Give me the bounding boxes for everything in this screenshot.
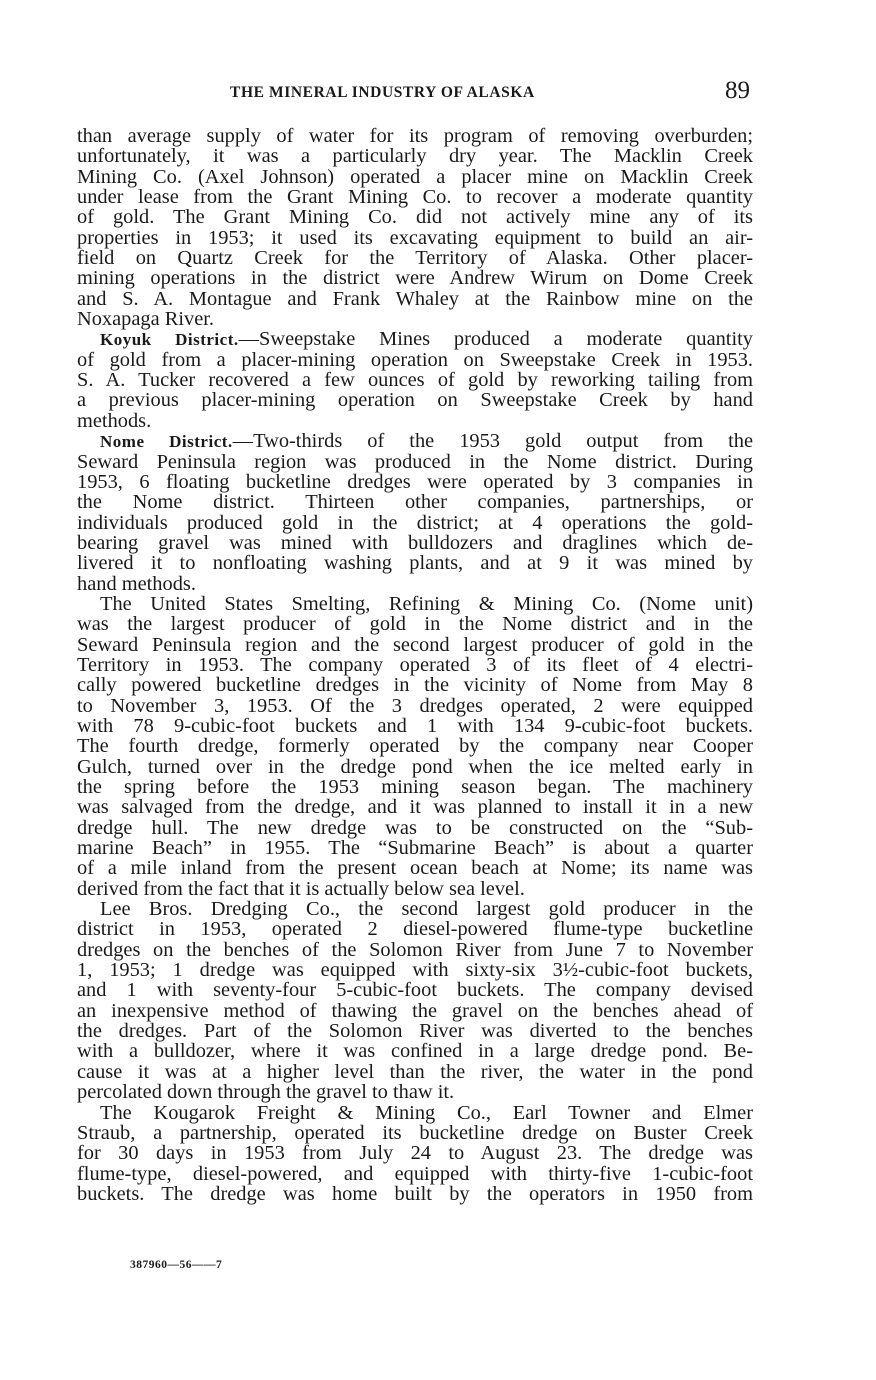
text-line: field on Quartz Creek for the Territory of Alaska. Other placer- (77, 247, 753, 270)
text-line: 1, 1953; 1 dredge was equipped with sixty-six 3½-cubic-foot buckets, (77, 959, 753, 982)
body-text (77, 126, 753, 1204)
text-line: Gulch, turned over in the dredge pond when the ice melted early in (77, 755, 753, 778)
text-line: Noxapaga River. (77, 308, 215, 331)
text-line: cally powered bucketline dredges in the vicinity of Nome from May 8 (77, 674, 753, 697)
text-line: percolated down through the gravel to thaw it. (77, 1081, 455, 1104)
text-line: Seward Peninsula region and the second largest producer of gold in the (77, 633, 753, 656)
text-line: the Nome district. Thirteen other companies, partnerships, or (77, 491, 753, 514)
text-line: mining operations in the district were Andrew Wirum on Dome Creek (77, 267, 753, 290)
paragraph-koyuk-first-line (77, 329, 753, 349)
text-line: buckets. The dredge was home built by the operators in 1950 from (77, 1182, 753, 1205)
text-line: The United States Smelting, Refining & Mining Co. (Nome unit) (100, 592, 753, 615)
text-line: to November 3, 1953. Of the 3 dredges operated, 2 were equipped (77, 694, 753, 717)
heading-nome-district: Nome District. (100, 432, 233, 452)
text-line: of a mile inland from the present ocean beach at Nome; its name was (77, 857, 753, 880)
text-line: derived from the fact that it is actually below sea level. (77, 877, 525, 900)
text-line: and S. A. Montague and Frank Whaley at the Rainbow mine on the (77, 287, 753, 310)
text-line: marine Beach” in 1955. The “Submarine Beach” is about a quarter (77, 837, 753, 860)
em-dash: — (232, 430, 254, 453)
page-number: 89 (725, 77, 750, 104)
text-line: The fourth dredge, formerly operated by the company near Cooper (77, 735, 753, 758)
text-line: dredge hull. The new dredge was to be constructed on the “Sub- (77, 816, 753, 839)
text-line: than average supply of water for its program of removing overburden; (77, 125, 753, 147)
text-line: a previous placer-mining operation on Sweepstake Creek by hand (77, 389, 753, 412)
em-dash: — (238, 328, 260, 351)
text-line: Mining Co. (Axel Johnson) operated a placer mine on Macklin Creek (77, 165, 753, 188)
text-line: under lease from the Grant Mining Co. to recover a moderate quantity (77, 186, 753, 209)
text-line: S. A. Tucker recovered a few ounces of gold by reworking tailing from (77, 369, 753, 392)
text-line: The Kougarok Freight & Mining Co., Earl Towner and Elmer (100, 1101, 753, 1124)
text-line: individuals produced gold in the district; at 4 operations the gold- (77, 511, 753, 534)
text-line: unfortunately, it was a particularly dry year. The Macklin Creek (77, 145, 753, 168)
text-line: Territory in 1953. The company operated 3 of its fleet of 4 electri- (77, 653, 753, 676)
text-line: of gold from a placer-mining operation on Sweepstake Creek in 1953. (77, 348, 753, 371)
text-line: livered it to nonfloating washing plants, and at 9 it was mined by (77, 552, 753, 575)
text-line: properties in 1953; it used its excavating equipment to build an air- (77, 226, 753, 249)
text-line: with 78 9-cubic-foot buckets and 1 with 134 9-cubic-foot buckets. (77, 714, 753, 737)
text-line: Seward Peninsula region was produced in the Nome district. During (77, 450, 753, 473)
text-line: of gold. The Grant Mining Co. did not actively mine any of its (77, 206, 753, 229)
text-line: cause it was at a higher level than the river, the water in the pond (77, 1060, 753, 1083)
heading-koyuk-district: Koyuk District. (100, 330, 239, 350)
text-line: bearing gravel was mined with bulldozers and draglines which de- (77, 531, 753, 554)
text-line: and 1 with seventy-four 5-cubic-foot buckets. The company devised (77, 979, 753, 1002)
signature-code: 387960—56——7 (130, 1259, 223, 1271)
text-line: was salvaged from the dredge, and it was planned to install it in a new (77, 796, 753, 819)
text-line: the dredges. Part of the Solomon River was diverted to the benches (77, 1020, 753, 1043)
paragraph-nome-first-line (77, 431, 753, 451)
text-line: with a bulldozer, where it was confined in a large dredge pond. Be- (77, 1040, 753, 1063)
text-line: district in 1953, operated 2 diesel-powered flume-type bucketline (77, 918, 753, 941)
text-run: Two-thirds of the 1953 gold output from the (253, 430, 753, 453)
text-line: hand methods. (77, 572, 196, 595)
text-line: Lee Bros. Dredging Co., the second largest gold producer in the (100, 898, 753, 921)
text-line: was the largest producer of gold in the Nome district and in the (77, 613, 753, 636)
text-run: Sweepstake Mines produced a moderate quantity (259, 328, 753, 351)
text-line: Straub, a partnership, operated its bucketline dredge on Buster Creek (77, 1121, 753, 1144)
text-line: 1953, 6 floating bucketline dredges were operated by 3 companies in (77, 470, 753, 493)
text-line: dredges on the benches of the Solomon River from June 7 to November (77, 938, 753, 961)
text-line: for 30 days in 1953 from July 24 to August 23. The dredge was (77, 1142, 753, 1165)
text-line: an inexpensive method of thawing the gravel on the benches ahead of (77, 999, 753, 1022)
running-head: THE MINERAL INDUSTRY OF ALASKA (230, 84, 535, 101)
text-line: methods. (77, 409, 152, 432)
text-line: the spring before the 1953 mining season began. The machinery (77, 776, 753, 798)
text-line: flume-type, diesel-powered, and equipped with thirty-five 1-cubic-foot (77, 1162, 753, 1185)
